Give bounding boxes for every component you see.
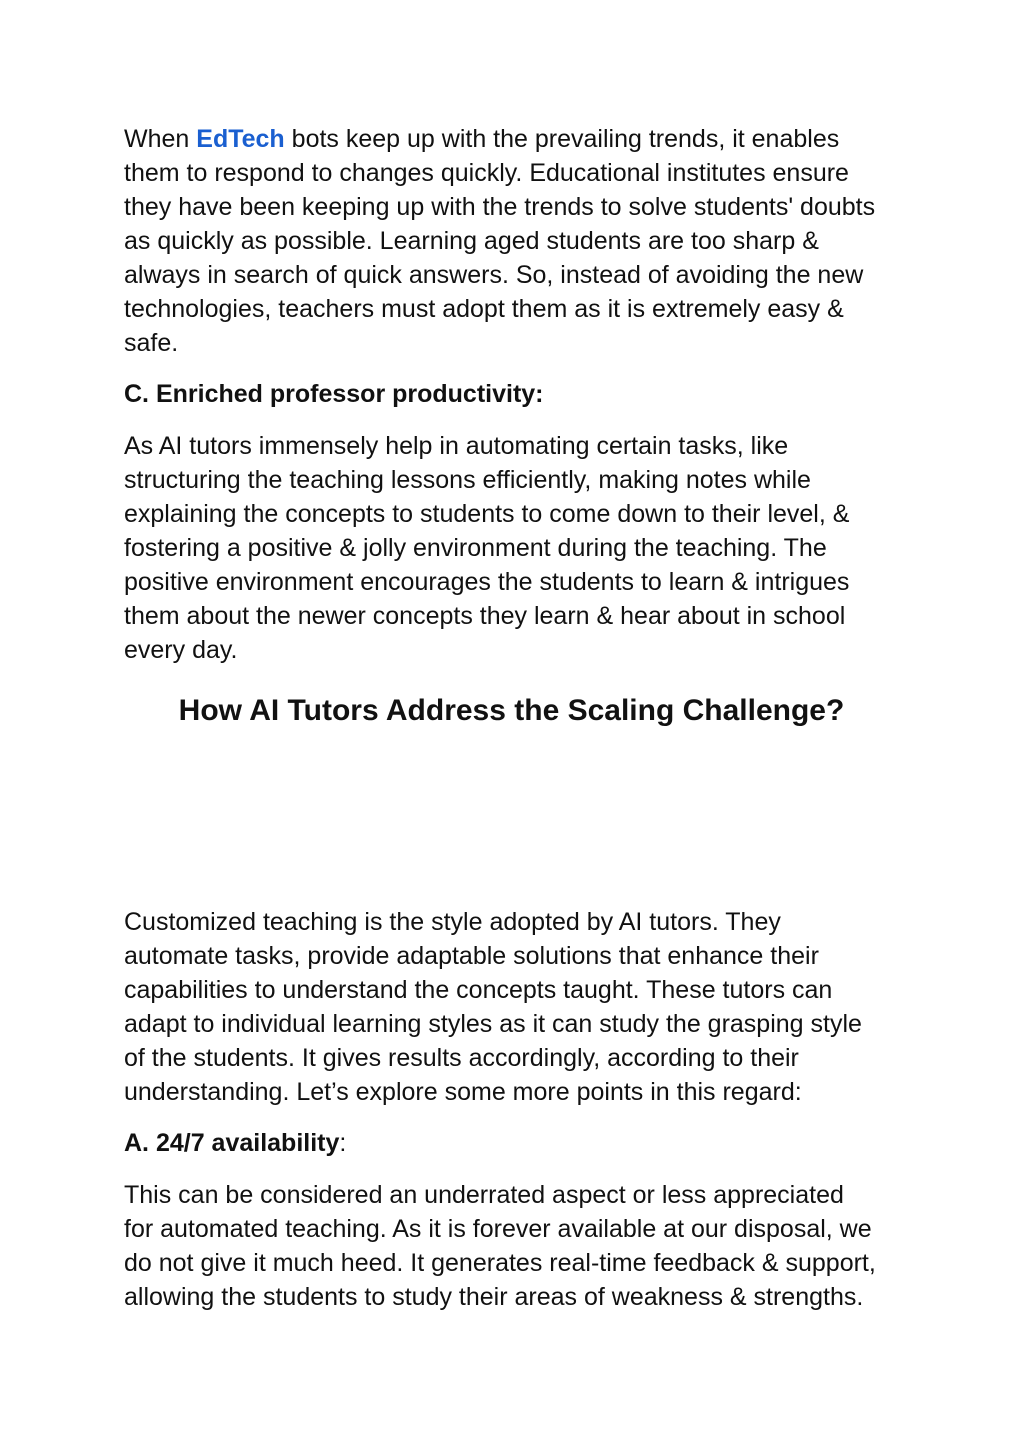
- subheading-colon: :: [339, 1129, 347, 1157]
- paragraph-line: as quickly as possible. Learning aged students are too sharp &: [124, 227, 819, 255]
- paragraph-line: always in search of quick answers. So, instead of avoiding the new: [124, 261, 864, 289]
- paragraph-line: positive environment encourages the students to learn & intrigues: [124, 568, 850, 596]
- paragraph-line: of the students. It gives results accordingly, according to their: [124, 1044, 799, 1072]
- paragraph-line: adapt to individual learning styles as it can study the grasping style: [124, 1010, 862, 1038]
- paragraph-line: technologies, teachers must adopt them as it is extremely easy &: [124, 295, 844, 323]
- paragraph-line: them to respond to changes quickly. Educational institutes ensure: [124, 159, 849, 187]
- text: When: [124, 125, 197, 153]
- paragraph-line: Customized teaching is the style adopted by AI tutors. They: [124, 908, 781, 936]
- paragraph-line: safe.: [124, 329, 179, 357]
- paragraph-line: for automated teaching. As it is forever available at our disposal, we: [124, 1215, 872, 1243]
- paragraph-productivity: [124, 429, 924, 667]
- section-heading: How AI Tutors Address the Scaling Challenge?: [178, 694, 845, 727]
- paragraph-line: structuring the teaching lessons efficiently, making notes while: [124, 466, 811, 494]
- paragraph-availability: [124, 1178, 924, 1314]
- paragraph-line: they have been keeping up with the trends to solve students' doubts: [124, 193, 876, 221]
- paragraph-line: capabilities to understand the concepts taught. These tutors can: [124, 976, 833, 1004]
- paragraph-customized-teaching: [124, 905, 924, 1109]
- text: bots keep up with the prevailing trends, it enables: [284, 125, 840, 153]
- paragraph-line: automate tasks, provide adaptable solutions that enhance their: [124, 942, 819, 970]
- paragraph-line: them about the newer concepts they learn & hear about in school: [124, 602, 846, 630]
- paragraph-line: As AI tutors immensely help in automating certain tasks, like: [124, 432, 789, 460]
- subheading-availability: [124, 1126, 924, 1160]
- subheading-bold: A. 24/7 availability: [124, 1129, 340, 1157]
- paragraph-edtech: [124, 122, 924, 360]
- paragraph-line: This can be considered an underrated aspect or less appreciated: [124, 1181, 844, 1209]
- paragraph-line: understanding. Let’s explore some more points in this regard:: [124, 1078, 802, 1106]
- paragraph-line: explaining the concepts to students to come down to their level, &: [124, 500, 850, 528]
- paragraph-line: [124, 122, 924, 156]
- paragraph-line: fostering a positive & jolly environment during the teaching. The: [124, 534, 827, 562]
- subheading-professor-productivity: C. Enriched professor productivity:: [124, 380, 544, 408]
- paragraph-line: do not give it much heed. It generates real-time feedback & support,: [124, 1249, 876, 1277]
- paragraph-line: allowing the students to study their areas of weakness & strengths.: [124, 1283, 864, 1311]
- edtech-link[interactable]: EdTech: [196, 125, 285, 153]
- paragraph-line: every day.: [124, 636, 238, 664]
